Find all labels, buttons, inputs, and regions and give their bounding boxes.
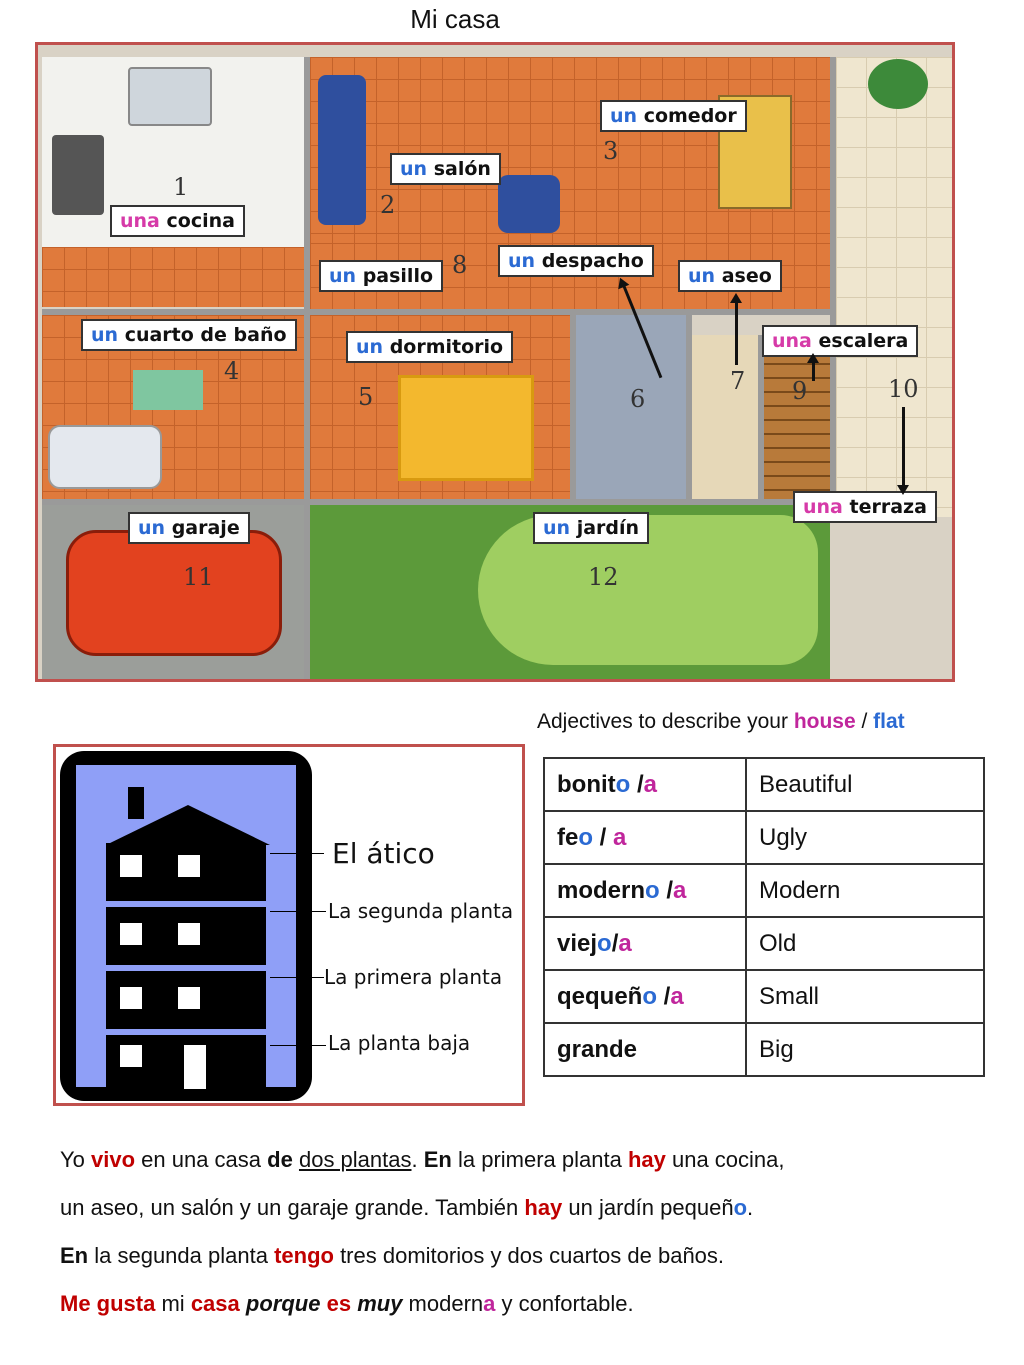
table-row: grande Big	[544, 1023, 984, 1076]
stove-icon	[52, 135, 104, 215]
room-label-garaje: un garaje	[128, 512, 250, 544]
bed-icon	[398, 375, 534, 481]
room-number: 12	[588, 563, 619, 591]
floor-label-second: La segunda planta	[328, 899, 514, 923]
floor-label-attic: El ático	[332, 837, 435, 870]
room-number: 1	[173, 173, 189, 201]
paragraph-line: En la segunda planta tengo tres domitorios y dos cuartos de baños.	[60, 1243, 725, 1268]
kitchen-floor	[42, 247, 304, 307]
room-number: 3	[603, 137, 619, 165]
arrow-icon	[812, 361, 815, 381]
room-label-comedor: un comedor	[600, 100, 747, 132]
room-label-terraza: una terraza	[793, 491, 937, 523]
room-number: 8	[452, 251, 468, 279]
bathtub-icon	[48, 425, 162, 489]
sofa-icon	[318, 75, 366, 225]
floor-label-first: La primera planta	[324, 965, 503, 989]
table-row: qequeño /a Small	[544, 970, 984, 1023]
floor-label-ground: La planta baja	[328, 1031, 471, 1055]
room-label-dormitorio: un dormitorio	[346, 331, 513, 363]
floor-plan	[35, 42, 955, 682]
arrow-icon	[735, 301, 738, 365]
table-row: moderno /a Modern	[544, 864, 984, 917]
table-row: viejo/a Old	[544, 917, 984, 970]
room-number: 4	[224, 357, 240, 385]
adjectives-table	[543, 757, 985, 1077]
rug-icon	[133, 370, 203, 410]
room-number: 7	[730, 367, 746, 395]
terrace-floor	[836, 57, 955, 517]
room-label-salon: un salón	[390, 153, 501, 185]
room-label-despacho: un despacho	[498, 245, 654, 277]
room-label-escalera: una escalera	[762, 325, 918, 357]
room-number: 9	[792, 377, 808, 405]
stairs	[764, 335, 834, 501]
room-label-jardin: un jardín	[533, 512, 649, 544]
room-label-bano: un cuarto de baño	[81, 319, 297, 351]
room-label-pasillo: un pasillo	[319, 260, 443, 292]
room-number: 6	[630, 385, 646, 413]
armchair-icon	[498, 175, 560, 233]
description-paragraph	[60, 1136, 980, 1328]
page-title: Mi casa	[410, 4, 500, 34]
room-number: 5	[358, 383, 374, 411]
building-diagram	[53, 744, 525, 1106]
room-label-cocina: una cocina	[110, 205, 245, 237]
adjectives-caption: Adjectives to describe your house / flat	[537, 710, 905, 733]
arrow-icon	[902, 407, 905, 487]
paragraph-line: Me gusta mi casa porque es muy moderna y confortable.	[60, 1291, 634, 1316]
building-icon	[60, 751, 312, 1101]
plant-icon	[868, 59, 928, 109]
room-number: 11	[183, 563, 214, 591]
room-number: 10	[888, 375, 919, 403]
toilet-floor	[692, 335, 758, 501]
paragraph-line: Yo vivo en una casa de dos plantas. En la primera planta hay una cocina,	[60, 1147, 785, 1172]
table-row: feo / a Ugly	[544, 811, 984, 864]
sink-icon	[128, 67, 212, 126]
room-label-aseo: un aseo	[678, 260, 782, 292]
car-icon	[66, 530, 282, 656]
table-row: bonito /a Beautiful	[544, 758, 984, 811]
room-number: 2	[380, 191, 396, 219]
paragraph-line: un aseo, un salón y un garaje grande. También hay un jardín pequeño.	[60, 1195, 754, 1220]
